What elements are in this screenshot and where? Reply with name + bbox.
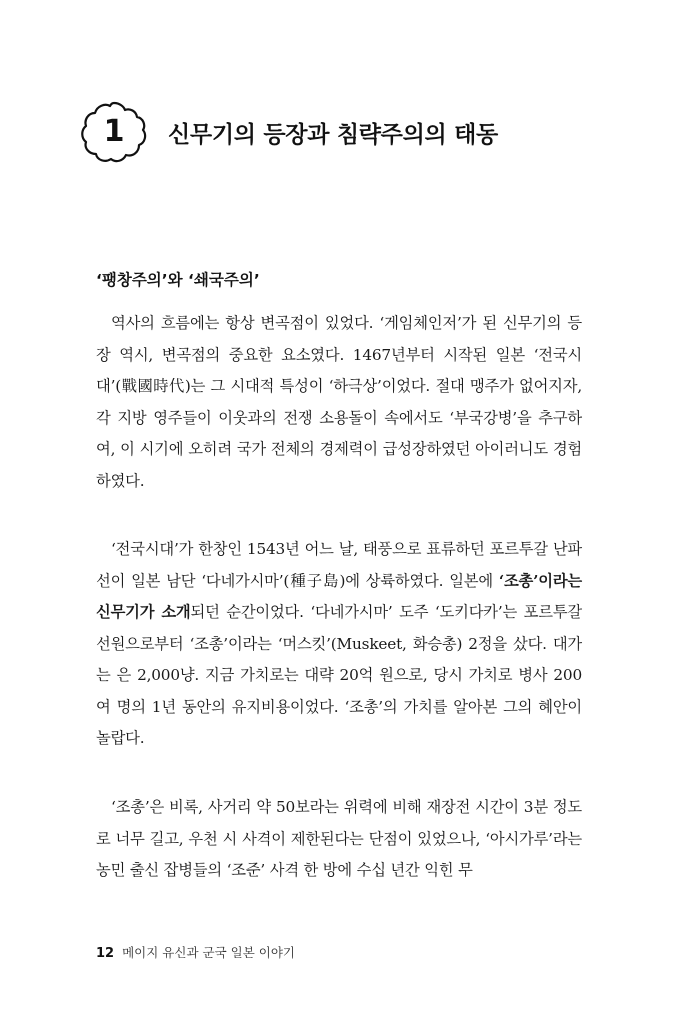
paragraph-2-text-a: ‘전국시대’가 한창인 1543년 어느 날, 태풍으로 표류하던 포르투갈 난파선이 일본 남단 ‘다네가시마’(種子島)에 상륙하였다. 일본에 (96, 540, 582, 590)
paragraph-2-emphasis: ‘조총’이라는 신무기가 소개 (96, 571, 582, 621)
body-paragraph-1: 역사의 흐름에는 항상 변곡점이 있었다. ‘게임체인저’가 된 신무기의 등장 역시, 변곡점의 중요한 요소였다. 1467년부터 시작된 일본 ‘전국시대’(戰國時代)는 그 시대적 특성이 ‘하극상’이었다. 절대 맹주가 없어지자, 각 지방 영주들이 이웃과의 전쟁 소용돌이 속에서도 ‘부국강병’을 추구하여, 이 시기에 오히려 국가 전체의 경제력이 급성장하였던 아이러니도 경험하였다. (96, 314, 582, 490)
page-number: 12 (96, 946, 115, 961)
body-paragraph-2 (96, 534, 582, 755)
body-paragraph-3: ‘조총’은 비록, 사거리 약 50보라는 위력에 비해 재장전 시간이 3분 정도로 너무 길고, 우천 시 사격이 제한된다는 단점이 있었으나, ‘아시가루’라는 농민 출신 잡병들의 ‘조준’ 사격 한 방에 수십 년간 익힌 무 (96, 798, 582, 879)
book-title: 메이지 유신과 군국 일본 이야기 (122, 945, 295, 960)
chapter-title: 신무기의 등장과 침략주의의 태동 (168, 121, 498, 148)
chapter-number-badge (78, 96, 150, 168)
page-footer (96, 943, 295, 961)
chapter-header (78, 96, 498, 168)
chapter-number: 1 (103, 114, 125, 149)
paragraph-2-text-b: 되던 순간이었다. ‘다네가시마’ 도주 ‘도키다카’는 포르투갈 선원으로부터 ‘조총’이라는 ‘머스킷’(Muskeet, 화승총) 2정을 샀다. 대가는 은 2,000냥. 지금 가치로는 대략 20억 원으로, 당시 가치로 병사 200여 명의 1년 동안의 유지비용이었다. ‘조총’의 가치를 알아본 그의 혜안이 놀랍다. (96, 603, 582, 747)
section-heading: ‘팽창주의’와 ‘쇄국주의’ (96, 271, 260, 289)
